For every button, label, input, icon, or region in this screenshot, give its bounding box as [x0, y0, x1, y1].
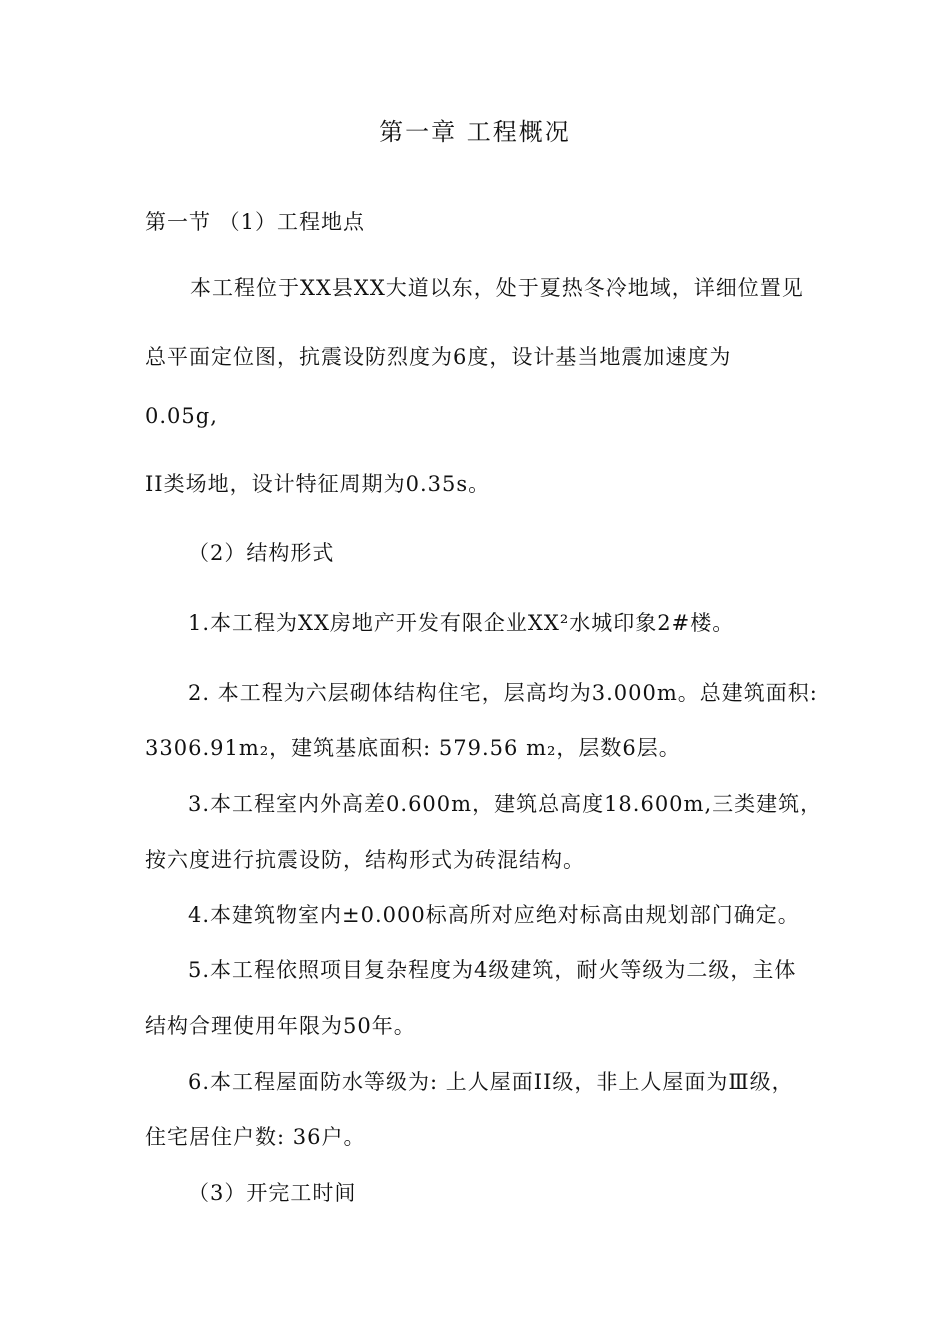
schedule-heading: （3）开完工时间 — [188, 1181, 357, 1205]
location-paragraph-line-2: 总平面定位图，抗震设防烈度为6度，设计基当地震加速度为 — [145, 345, 732, 369]
location-paragraph-line-4: II类场地，设计特征周期为0.35s。 — [145, 472, 491, 496]
structure-item-6-line-1: 6.本工程屋面防水等级为: 上人屋面II级，非上人屋面为Ⅲ级， — [188, 1070, 794, 1094]
structure-item-2-line-1: 2. 本工程为六层砌体结构住宅，层高均为3.000m。总建筑面积: — [188, 681, 818, 705]
structure-item-4: 4.本建筑物室内±0.000标高所对应绝对标高由规划部门确定。 — [188, 903, 800, 927]
chapter-title: 第一章 工程概况 — [379, 118, 571, 146]
structure-item-3-line-2: 按六度进行抗震设防，结构形式为砖混结构。 — [145, 848, 585, 872]
structure-item-6-line-2: 住宅居住户数: 36户。 — [145, 1125, 366, 1149]
location-paragraph-line-1: 本工程位于XX县XX大道以东，处于夏热冬冷地域，详细位置见 — [190, 276, 804, 300]
structure-item-2-line-2: 3306.91m₂，建筑基底面积: 579.56 m₂，层数6层。 — [145, 736, 681, 760]
section-heading: 第一节 （1）工程地点 — [145, 210, 366, 234]
structure-item-5-line-1: 5.本工程依照项目复杂程度为4级建筑，耐火等级为二级，主体 — [188, 958, 797, 982]
structure-item-5-line-2: 结构合理使用年限为50年。 — [145, 1014, 416, 1038]
structure-item-3-line-1: 3.本工程室内外高差0.600m，建筑总高度18.600m,三类建筑， — [188, 792, 823, 816]
structure-item-1: 1.本工程为XX房地产开发有限企业XX²水城印象2#楼。 — [188, 611, 735, 635]
structure-heading: （2）结构形式 — [188, 541, 335, 565]
location-paragraph-line-3: 0.05g, — [145, 404, 218, 428]
